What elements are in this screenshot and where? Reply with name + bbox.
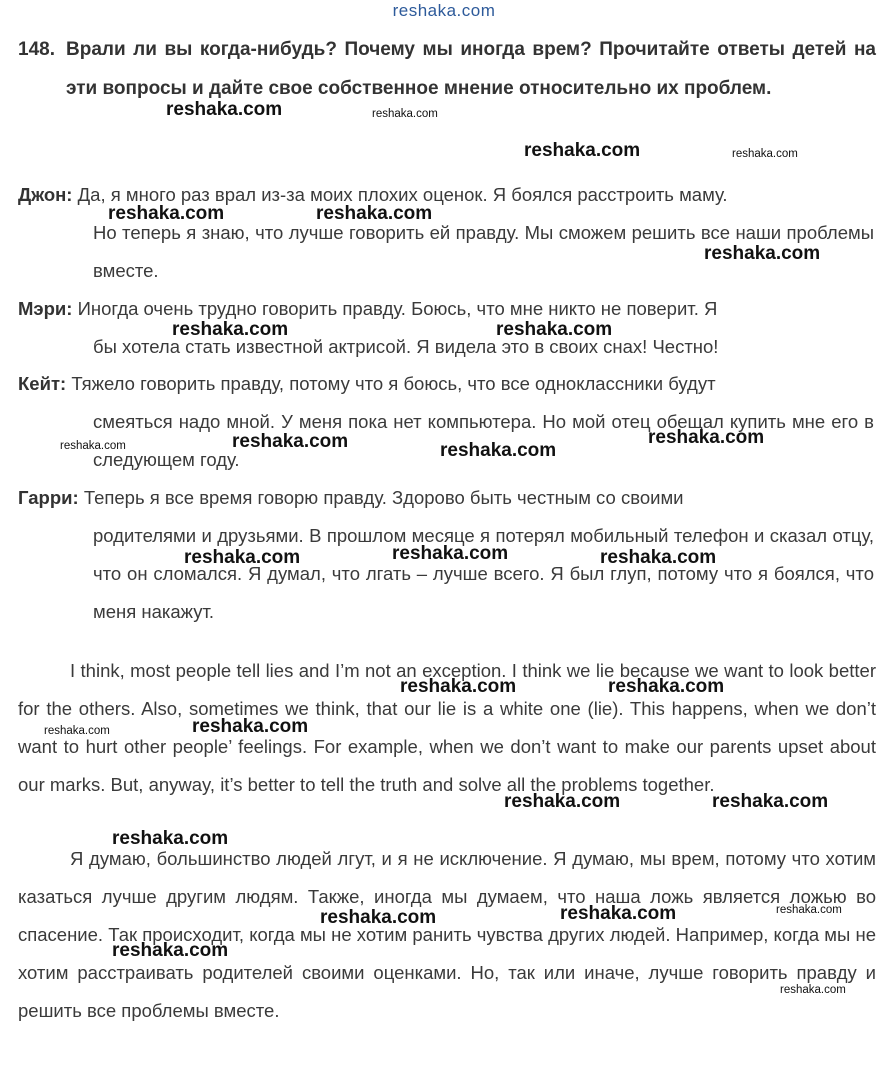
watermark: reshaka.com [780,984,846,996]
watermark: reshaka.com [648,427,765,448]
task-block [18,30,876,108]
watermark: reshaka.com [60,440,126,452]
speaker-name: Мэри: [18,298,73,319]
speaker-name: Кейт: [18,373,67,394]
watermark: reshaka.com [400,676,517,697]
watermark: reshaka.com [524,140,641,161]
dialogue-entry-john [18,176,874,290]
watermark: reshaka.com [608,676,725,697]
watermark: reshaka.com [372,108,438,120]
watermark: reshaka.com [320,907,437,928]
dialogue-text-continued: родителями и друзьями. В прошлом месяце я потерял мобильный телефон и сказал отцу, что он сломался. Я думал, что лгать – лучше всего. Я был глуп, потому что я боялся, что меня накажут. [93,525,874,622]
watermark: reshaka.com [392,543,509,564]
watermark: reshaka.com [232,431,349,452]
watermark: reshaka.com [172,319,289,340]
watermark: reshaka.com [504,791,621,812]
dialogue-text: Да, я много раз врал из-за моих плохих оценок. Я боялся расстроить маму. [77,184,728,205]
watermark: reshaka.com [704,243,821,264]
dialogue-text-continued: бы хотела стать известной актрисой. Я видела это в своих снах! Честно! [93,336,719,357]
watermark: reshaka.com [112,828,229,849]
watermark: reshaka.com [192,716,309,737]
watermark: reshaka.com [732,148,798,160]
watermark: reshaka.com [600,547,717,568]
watermark: reshaka.com [108,203,225,224]
dialogue-text-continued: смеяться надо мной. У меня пока нет компьютера. Но мой отец обещал купить мне его в следующем году. [93,411,874,470]
watermark: reshaka.com [560,903,677,924]
watermark: reshaka.com [712,791,829,812]
essay-paragraph: I think, most people tell lies and I’m not an exception. I think we lie because we want to look better for the others. Also, sometimes we think, that our lie is a white one (lie). This happens, when we don’t want to hurt other people’ feelings. For example, when we don’t want to make our parents upset about our marks. But, anyway, it’s better to tell the truth and solve all the problems together. [18,660,876,795]
watermark: reshaka.com [112,940,229,961]
essay-english [18,652,876,804]
site-header: reshaka.com [392,1,496,20]
dialogue-text: Тяжело говорить правду, потому что я боюсь, что все одноклассники будут [71,373,716,394]
watermark: reshaka.com [440,440,557,461]
watermark: reshaka.com [166,99,283,120]
task-number: 148. [18,39,55,60]
watermark: reshaka.com [496,319,613,340]
watermark: reshaka.com [776,904,842,916]
speaker-name: Гарри: [18,487,79,508]
dialogue-text-continued: Но теперь я знаю, что лучше говорить ей правду. Мы сможем решить все наши проблемы вместе. [93,222,874,281]
dialogue-entry-mary [18,290,874,366]
essay-russian [18,840,876,1030]
watermark: reshaka.com [44,725,110,737]
watermark: reshaka.com [184,547,301,568]
watermark: reshaka.com [316,203,433,224]
dialogue-text: Теперь я все время говорю правду. Здорово быть честным со своими [83,487,684,508]
speaker-name: Джон: [18,184,73,205]
dialogue-text: Иногда очень трудно говорить правду. Боюсь, что мне никто не поверит. Я [77,298,718,319]
essay-paragraph: Я думаю, большинство людей лгут, и я не исключение. Я думаю, мы врем, потому что хотим казаться лучше другим людям. Также, иногда мы думаем, что наша ложь является ложью во спасение. Так происходит, когда мы не хотим ранить чувства других людей. Например, когда мы не хотим расстраивать родителей своими оценками. Но, так или иначе, лучше говорить правду и решить все проблемы вместе. [18,848,876,1021]
task-prompt: Врали ли вы когда-нибудь? Почему мы иногда врем? Прочитайте ответы детей на эти вопросы и дайте свое собственное мнение относительно их проблем. [66,39,876,99]
